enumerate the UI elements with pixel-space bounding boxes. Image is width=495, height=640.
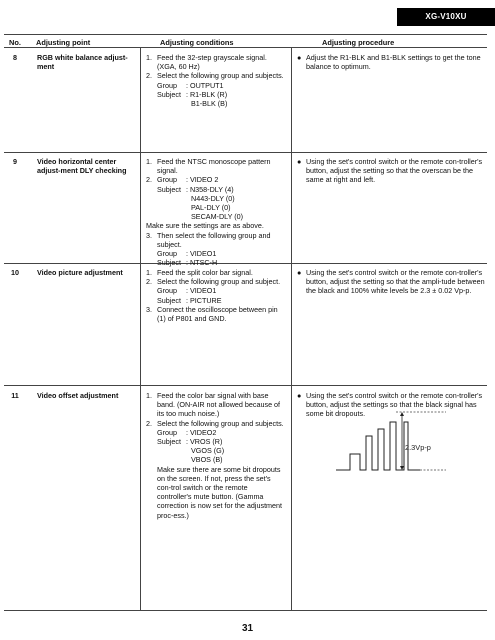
adjusting-conditions	[146, 157, 284, 267]
column-divider-conditions	[140, 47, 141, 610]
condition-step: 1. Feed the split color bar signal.	[146, 268, 253, 277]
header-adjusting-conditions: Adjusting conditions	[160, 38, 234, 47]
adjusting-conditions	[146, 391, 284, 520]
adjusting-procedure: ● Using the set's control switch or the remote con-troller's button, adjust the setting so that the overscan be the same at right and left.	[297, 157, 483, 185]
adjusting-point: RGB white balance adjust-ment	[37, 53, 128, 72]
adjusting-procedure: ● Using the set's control switch or the remote con-troller's button, adjust the settings so that the black signal has some bit dropouts.	[297, 391, 483, 419]
adjusting-point: Video offset adjustment	[37, 391, 119, 400]
condition-step: 2. Group : VIDEO 2 Subject : N358-DLY (4) N443-DLY (0) PAL-DLY (0) SECAM-DLY (0) Make sure the settings are as above.	[146, 175, 264, 231]
table-bottom-rule	[4, 610, 487, 611]
model-label: XG-V10XU	[397, 8, 495, 26]
row-number: 11	[11, 391, 19, 400]
header-bottom-rule	[4, 47, 487, 48]
adjusting-point: Video picture adjustment	[37, 268, 123, 277]
condition-step: 2. Select the following group and subjects. Group : OUTPUT1 Subject : R1-BLK (R) B1-BLK (B)	[146, 71, 284, 109]
row-number: 10	[11, 268, 19, 277]
row-number: 9	[13, 157, 17, 166]
condition-step: 1. Feed the 32-step grayscale signal. (XGA, 60 Hz)	[146, 53, 267, 72]
condition-step: 1. Feed the NTSC monoscope pattern signal.	[146, 157, 271, 176]
row-divider-8-9	[4, 152, 487, 153]
condition-step: 1. Feed the color bar signal with base band. (ON-AIR not allowed because of its too much noise.)	[146, 391, 281, 419]
row-divider-10-11	[4, 385, 487, 386]
table-top-rule	[4, 34, 487, 35]
amplitude-arrow-down	[400, 466, 404, 470]
condition-step: 2. Select the following group and subjects. Group : VIDEO2 Subject : VROS (R) VGOS (G) VBOS (B) Make sure there are some bit dropouts on the screen. If not, press the set's con-trol switch or the remote controller's mute button. (Gamma correction is now set for the adjustment proc-ess.)	[146, 418, 284, 520]
row-number: 8	[13, 53, 17, 62]
header-adjusting-point: Adjusting point	[36, 38, 91, 47]
condition-step: 3. Then select the following group and subject. Group : VIDEO1 Subject : NTSC-H	[146, 230, 271, 268]
header-adjusting-procedure: Adjusting procedure	[322, 38, 395, 47]
waveform-amplitude-label: 2.3Vp-p	[405, 443, 431, 452]
adjusting-procedure: ● Using the set's control switch or the remote con-troller's button, adjust the setting so that the ampli-tude between the black and 100% white levels be 2.3 ± 0.02 Vp-p.	[297, 268, 485, 296]
header-no: No.	[9, 38, 21, 47]
condition-step: 3. Connect the oscilloscope between pin (1) of P801 and GND.	[146, 304, 278, 324]
condition-step: 2. Select the following group and subject. Group : VIDEO1 Subject : PICTURE	[146, 277, 281, 305]
adjusting-conditions	[146, 268, 284, 323]
column-divider-procedure	[291, 47, 292, 610]
adjusting-point: Video horizontal center adjust-ment DLY checking	[37, 157, 127, 176]
adjusting-conditions	[146, 53, 284, 108]
page-number: 31	[241, 623, 254, 634]
adjusting-procedure: ● Adjust the R1-BLK and B1-BLK settings to get the tone balance to optimum.	[297, 53, 481, 72]
